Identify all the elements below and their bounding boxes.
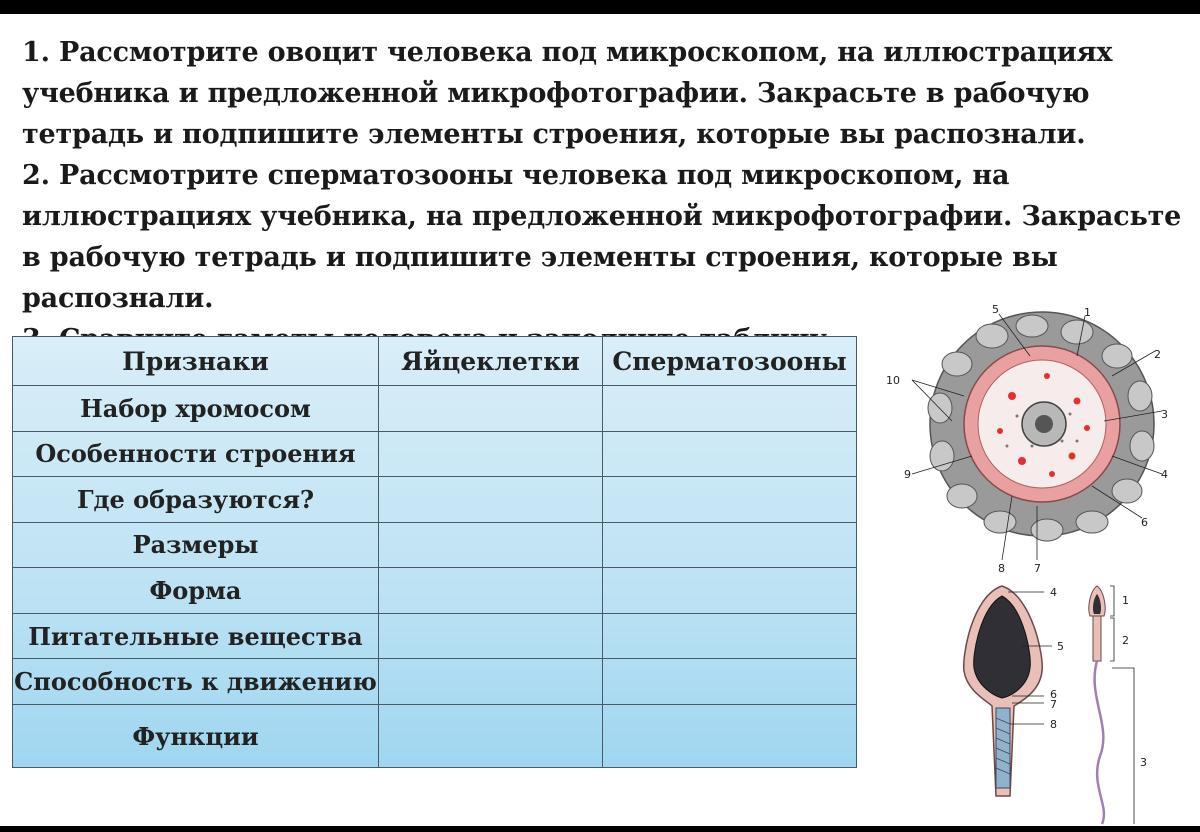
sperm-label-5: 5 — [1057, 640, 1064, 653]
row-label: Размеры — [13, 522, 379, 568]
instruction-2: 2. Рассмотрите сперматозооны человека под микроскопом, на иллюстрациях учебника, на предложенной микрофотографии. Закрасьте в рабочую тетрадь и подпишите элементы строения, которые вы распознали. — [22, 160, 1182, 314]
egg-cell[interactable] — [379, 705, 603, 768]
sperm-large-illustration — [964, 586, 1064, 796]
sperm-label-7: 7 — [1050, 698, 1057, 711]
table-header-row — [13, 337, 857, 386]
egg-cell[interactable] — [379, 613, 603, 659]
oocyte-label-6: 6 — [1141, 516, 1148, 529]
table-row — [13, 705, 857, 768]
instruction-1: 1. Рассмотрите овоцит человека под микроскопом, на иллюстрациях учебника и предложенной микрофотографии. Закрасьте в рабочую тетрадь и подпишите элементы строения, которые вы распознали. — [22, 37, 1113, 150]
sperm-cell[interactable] — [603, 431, 857, 477]
sperm-small-illustration — [1089, 586, 1147, 824]
table-row — [13, 568, 857, 614]
oocyte-label-1: 1 — [1084, 306, 1091, 319]
table-row — [13, 477, 857, 523]
row-label: Где образуются? — [13, 477, 379, 523]
egg-cell[interactable] — [379, 568, 603, 614]
sperm-cell[interactable] — [603, 613, 857, 659]
sperm-label-2: 2 — [1122, 634, 1129, 647]
table-row — [13, 659, 857, 705]
egg-cell[interactable] — [379, 522, 603, 568]
header-eggs: Яйцеклетки — [379, 337, 603, 386]
row-label: Функции — [13, 705, 379, 768]
sperm-label-8: 8 — [1050, 718, 1057, 731]
oocyte-label-9: 9 — [904, 468, 911, 481]
header-features: Признаки — [13, 337, 379, 386]
header-sperm: Сперматозооны — [603, 337, 857, 386]
sperm-label-4: 4 — [1050, 586, 1057, 599]
oocyte-illustration — [886, 303, 1168, 575]
sperm-cell[interactable] — [603, 477, 857, 523]
table-row — [13, 522, 857, 568]
oocyte-label-5: 5 — [992, 303, 999, 316]
sperm-label-1: 1 — [1122, 594, 1129, 607]
table-row — [13, 431, 857, 477]
sperm-cell[interactable] — [603, 568, 857, 614]
row-label: Набор хромосом — [13, 386, 379, 432]
sperm-label-3: 3 — [1140, 756, 1147, 769]
sperm-label-6: 6 — [1050, 688, 1057, 701]
oocyte-label-4: 4 — [1161, 468, 1168, 481]
illustrations — [872, 296, 1182, 826]
oocyte-label-8: 8 — [998, 562, 1005, 575]
sperm-cell[interactable] — [603, 705, 857, 768]
row-label: Особенности строения — [13, 431, 379, 477]
row-label: Способность к движению — [13, 659, 379, 705]
row-label: Питательные вещества — [13, 613, 379, 659]
sperm-cell[interactable] — [603, 522, 857, 568]
table-row — [13, 613, 857, 659]
comparison-table — [12, 336, 857, 768]
oocyte-label-2: 2 — [1154, 348, 1161, 361]
table-row — [13, 386, 857, 432]
egg-cell[interactable] — [379, 431, 603, 477]
sperm-cell[interactable] — [603, 386, 857, 432]
egg-cell[interactable] — [379, 386, 603, 432]
sperm-cell[interactable] — [603, 659, 857, 705]
oocyte-label-3: 3 — [1161, 408, 1168, 421]
gamete-illustrations — [872, 296, 1182, 826]
oocyte-label-7: 7 — [1034, 562, 1041, 575]
row-label: Форма — [13, 568, 379, 614]
egg-cell[interactable] — [379, 477, 603, 523]
oocyte-label-10: 10 — [886, 374, 900, 387]
slide — [0, 14, 1200, 826]
egg-cell[interactable] — [379, 659, 603, 705]
